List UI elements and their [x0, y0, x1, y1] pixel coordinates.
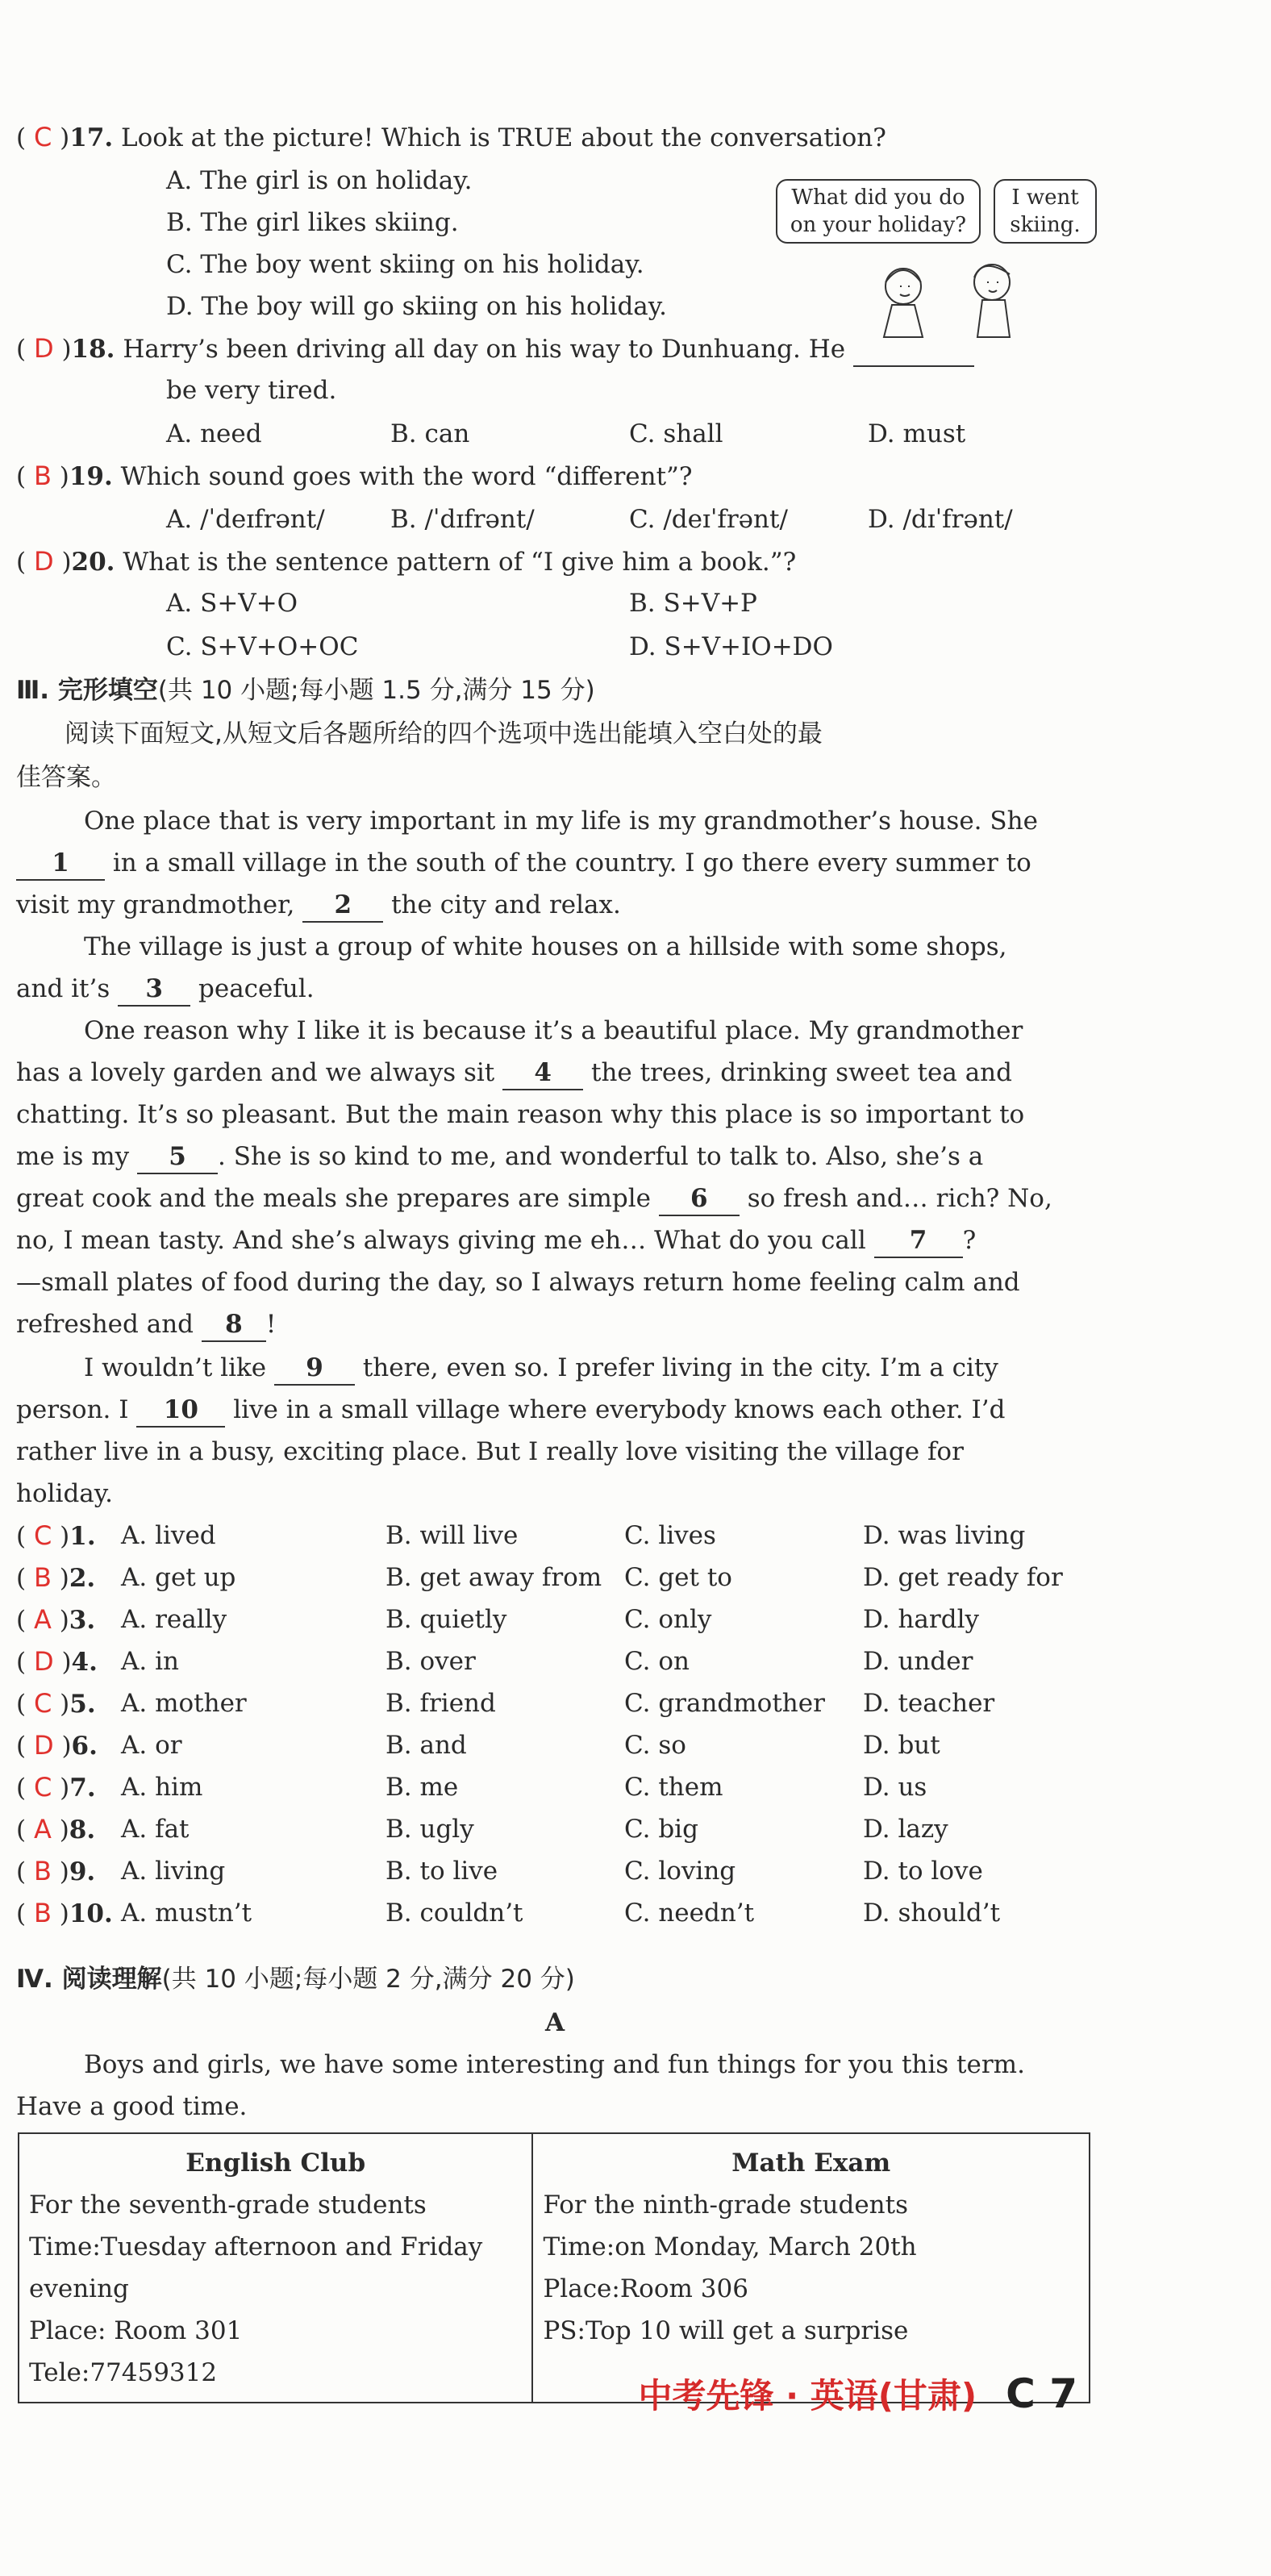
option: C. The boy went skiing on his holiday. — [166, 250, 644, 279]
cloze-option: C. get to — [624, 1563, 732, 1592]
cloze-option: A. living — [121, 1857, 226, 1886]
question-20: ( D )20. What is the sentence pattern of “I give him a book.”? — [16, 546, 797, 577]
question-18: ( D )18. Harry’s been driving all day on his way to Dunhuang. He — [16, 332, 974, 367]
passage-line: The village is just a group of white houses on a hillside with some shops, — [84, 932, 1007, 961]
section-4-heading: Ⅳ. 阅读理解(共 10 小题;每小题 2 分,满分 20 分) — [16, 1965, 575, 1994]
cloze-option: A. lived — [121, 1521, 216, 1550]
cloze-answer-row: ( B )2. — [16, 1562, 96, 1593]
answer-mark: A — [33, 1604, 52, 1635]
option: B. The girl likes skiing. — [166, 208, 459, 237]
option: B. /ˈdɪfrənt/ — [390, 505, 535, 534]
cloze-option: D. teacher — [863, 1689, 995, 1718]
answer-mark: C — [33, 122, 52, 152]
cloze-option: C. grandmother — [624, 1689, 825, 1718]
cloze-option: B. will live — [385, 1521, 519, 1550]
blank-3: 3 — [118, 973, 190, 1007]
children-illustration — [855, 250, 1097, 339]
cloze-answer-row: ( B )10. — [16, 1898, 113, 1928]
cloze-answer-row: ( D )6. — [16, 1730, 98, 1761]
cloze-option: A. mustn’t — [121, 1899, 252, 1928]
question-18-continued: be very tired. — [166, 376, 337, 405]
cloze-option: B. couldn’t — [385, 1899, 523, 1928]
blank-4: 4 — [502, 1057, 583, 1090]
passage-line: visit my grandmother, 2 the city and relax. — [16, 889, 621, 923]
passage-line: I wouldn’t like 9 there, even so. I prefer living in the city. I’m a city — [84, 1352, 998, 1386]
passage-line: great cook and the meals she prepares are simple 6 so fresh and… rich? No, — [16, 1182, 1052, 1216]
passage-line: refreshed and 8 ! — [16, 1308, 276, 1342]
cloze-option: C. needn’t — [624, 1899, 755, 1928]
cloze-option: C. big — [624, 1815, 698, 1844]
answer-mark: B — [33, 1562, 52, 1593]
cloze-option: A. really — [121, 1605, 227, 1634]
answer-mark: D — [33, 1730, 54, 1761]
passage-line: One place that is very important in my life is my grandmother’s house. She — [84, 807, 1038, 836]
passage-line: and it’s 3 peaceful. — [16, 973, 315, 1007]
blank-7: 7 — [874, 1224, 963, 1258]
notice-table — [18, 2132, 1090, 2403]
cloze-option: B. quietly — [385, 1605, 507, 1634]
cloze-option: D. should’t — [863, 1899, 1001, 1928]
math-exam-cell: Math Exam For the ninth-grade students Time:on Monday, March 20th Place:Room 306 PS:Top 10 will get a surprise — [532, 2133, 1090, 2403]
cloze-option: D. under — [863, 1647, 973, 1676]
cloze-option: C. lives — [624, 1521, 716, 1550]
answer-mark: D — [33, 333, 54, 364]
intro-line: Boys and girls, we have some interesting and fun things for you this term. — [84, 2050, 1025, 2079]
passage-line: person. I 10 live in a small village where everybody knows each other. I’d — [16, 1394, 1005, 1428]
cloze-option: A. mother — [121, 1689, 247, 1718]
cloze-option: C. on — [624, 1647, 690, 1676]
cloze-option: B. friend — [385, 1689, 496, 1718]
option: A. /ˈdeɪfrənt/ — [166, 505, 325, 534]
cloze-option: D. to love — [863, 1857, 983, 1886]
blank-8: 8 — [202, 1308, 266, 1342]
answer-mark: C — [33, 1520, 52, 1551]
cloze-option: A. get up — [121, 1563, 236, 1592]
part-label: A — [545, 2008, 565, 2037]
cloze-answer-row: ( D )4. — [16, 1646, 98, 1677]
option: A. S+V+O — [166, 589, 298, 618]
footer-brand: 中考先锋 · 英语(甘肃) C 7 — [638, 2370, 1077, 2417]
option: C. shall — [629, 419, 723, 448]
cloze-option: A. in — [121, 1647, 179, 1676]
passage-line: chatting. It’s so pleasant. But the main reason why this place is so important to — [16, 1100, 1025, 1129]
cloze-option: C. only — [624, 1605, 712, 1634]
cloze-option: C. them — [624, 1773, 723, 1802]
cloze-answer-row: ( C )1. — [16, 1520, 96, 1551]
instructions: 阅读下面短文,从短文后各题所给的四个选项中选出能填入空白处的最 — [65, 719, 823, 748]
blank-2: 2 — [302, 889, 383, 923]
answer-mark: D — [33, 546, 54, 577]
cloze-option: A. fat — [121, 1815, 190, 1844]
cloze-answer-row: ( B )9. — [16, 1856, 96, 1886]
cloze-option: A. or — [121, 1731, 182, 1760]
cloze-option: D. lazy — [863, 1815, 948, 1844]
answer-mark: B — [33, 461, 52, 491]
option: D. S+V+IO+DO — [629, 632, 833, 661]
passage-line: holiday. — [16, 1479, 114, 1508]
passage-line: no, I mean tasty. And she’s always giving me eh… What do you call 7 ? — [16, 1224, 976, 1258]
cloze-option: C. loving — [624, 1857, 736, 1886]
option: D. must — [868, 419, 966, 448]
passage-line: has a lovely garden and we always sit 4 the trees, drinking sweet tea and — [16, 1057, 1012, 1090]
cloze-answer-row: ( A )8. — [16, 1814, 96, 1844]
page-number: C 7 — [1006, 2370, 1077, 2417]
option: A. The girl is on holiday. — [166, 166, 473, 195]
cloze-option: D. hardly — [863, 1605, 979, 1634]
passage-line: rather live in a busy, exciting place. But I really love visiting the village for — [16, 1437, 964, 1466]
instructions: 佳答案。 — [16, 763, 116, 792]
answer-mark: B — [33, 1856, 52, 1886]
cloze-option: C. so — [624, 1731, 686, 1760]
passage-line: One reason why I like it is because it’s a beautiful place. My grandmother — [84, 1016, 1023, 1045]
option: B. S+V+P — [629, 589, 757, 618]
cloze-option: A. him — [121, 1773, 203, 1802]
blank-6: 6 — [659, 1182, 740, 1216]
blank-5: 5 — [137, 1140, 218, 1174]
passage-line: 1 in a small village in the south of the country. I go there every summer to — [16, 847, 1031, 881]
section-3-heading: Ⅲ. 完形填空(共 10 小题;每小题 1.5 分,满分 15 分) — [16, 676, 595, 705]
english-club-cell: English Club For the seventh-grade students Time:Tuesday afternoon and Friday evening Place: Room 301 Tele:77459312 — [19, 2133, 532, 2403]
option: D. The boy will go skiing on his holiday. — [166, 292, 668, 321]
answer-mark: A — [33, 1814, 52, 1844]
option: C. S+V+O+OC — [166, 632, 359, 661]
answer-mark: B — [33, 1898, 52, 1928]
answer-mark: D — [33, 1646, 54, 1677]
passage-line: —small plates of food during the day, so I always return home feeling calm and — [16, 1268, 1020, 1297]
option: D. /dɪˈfrənt/ — [868, 505, 1013, 534]
passage-line: me is my 5 . She is so kind to me, and wonderful to talk to. Also, she’s a — [16, 1140, 983, 1174]
answer-mark: C — [33, 1772, 52, 1803]
blank-9: 9 — [274, 1352, 355, 1386]
cloze-answer-row: ( C )5. — [16, 1688, 96, 1719]
cloze-option: B. me — [385, 1773, 459, 1802]
cloze-option: B. over — [385, 1647, 476, 1676]
speech-bubble-boy: I went skiing. — [994, 179, 1097, 244]
option: A. need — [166, 419, 262, 448]
cloze-option: D. us — [863, 1773, 927, 1802]
answer-blank — [853, 333, 974, 367]
intro-line: Have a good time. — [16, 2092, 248, 2121]
cloze-option: B. to live — [385, 1857, 498, 1886]
option: B. can — [390, 419, 470, 448]
speech-bubble-girl: What did you do on your holiday? — [776, 179, 981, 244]
question-17: ( C )17. Look at the picture! Which is TRUE about the conversation? — [16, 122, 886, 152]
cloze-option: D. was living — [863, 1521, 1026, 1550]
question-19: ( B )19. Which sound goes with the word “different”? — [16, 461, 693, 491]
cloze-option: B. and — [385, 1731, 467, 1760]
cloze-option: B. ugly — [385, 1815, 474, 1844]
math-exam-title: Math Exam — [731, 2149, 891, 2178]
cloze-option: D. get ready for — [863, 1563, 1063, 1592]
cloze-option: B. get away from — [385, 1563, 602, 1592]
cloze-answer-row: ( A )3. — [16, 1604, 96, 1635]
answer-mark: C — [33, 1688, 52, 1719]
blank-1: 1 — [16, 847, 105, 881]
english-club-title: English Club — [185, 2149, 366, 2178]
cloze-answer-row: ( C )7. — [16, 1772, 96, 1803]
option: C. /deɪˈfrənt/ — [629, 505, 788, 534]
cloze-option: D. but — [863, 1731, 940, 1760]
blank-10: 10 — [136, 1394, 225, 1428]
